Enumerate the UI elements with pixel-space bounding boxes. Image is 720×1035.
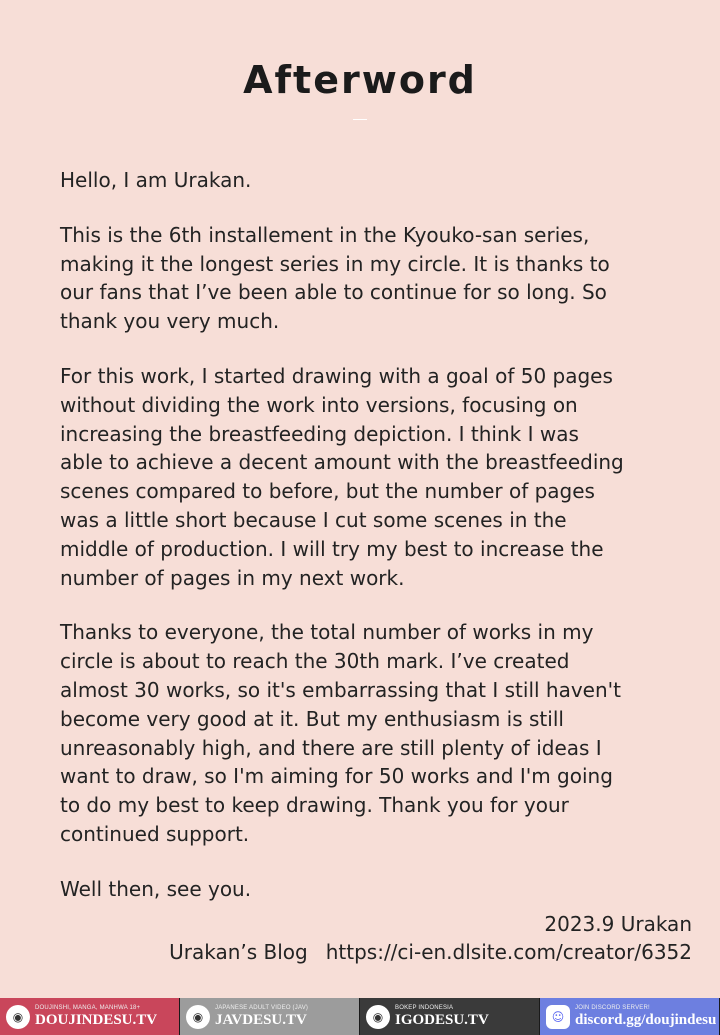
text-line: increasing the breastfeeding depiction. I think I was <box>60 421 579 446</box>
text-line: circle is about to reach the 30th mark. I’ve created <box>60 649 570 674</box>
banner-tagline: JAPANESE ADULT VIDEO (JAV) <box>215 1005 309 1011</box>
text-line: making it the longest series in my circle. It is thanks to <box>60 251 610 276</box>
text-line: Thanks to everyone, the total number of works in my <box>60 620 594 645</box>
text-line: to do my best to keep drawing. Thank you for your <box>60 793 569 818</box>
banner-tagline: JOIN DISCORD SERVER! <box>575 1005 650 1011</box>
text-line: middle of production. I will try my best to increase the <box>60 536 604 561</box>
text-line: want to draw, so I'm aiming for 50 works and I'm going <box>60 764 613 789</box>
text-line: Well then, see you. <box>60 876 252 901</box>
banner-site: JAVDESU.TV <box>215 1012 307 1028</box>
panda-icon: ◉ <box>186 1005 210 1029</box>
text-line: For this work, I started drawing with a goal of 50 pages <box>60 363 613 388</box>
banner-site: discord.gg/doujindesu <box>575 1012 717 1028</box>
text-line: without dividing the work into versions, focusing on <box>60 392 578 417</box>
javdesu-banner[interactable] <box>180 998 360 1035</box>
text-line: number of pages in my next work. <box>60 565 405 590</box>
text-line: This is the 6th installement in the Kyouko-san series, <box>60 222 590 247</box>
afterword-body <box>60 166 690 930</box>
igodesu-banner[interactable] <box>360 998 540 1035</box>
paragraph-this-work <box>60 362 690 592</box>
panda-icon: ◉ <box>366 1005 390 1029</box>
page-title: Afterword <box>243 58 477 102</box>
text-line: our fans that I’ve been able to continue for so long. So <box>60 280 607 305</box>
text-line: Hello, I am Urakan. <box>60 168 252 192</box>
text-line: scenes compared to before, but the number of pages <box>60 479 595 504</box>
text-line: was a little short because I cut some scenes in the <box>60 507 567 532</box>
paragraph-farewell <box>60 875 690 904</box>
text-line: continued support. <box>60 821 250 846</box>
text-line: become very good at it. But my enthusiasm is still <box>60 706 564 731</box>
banner-tagline: BOKEP INDONESIA <box>395 1005 454 1011</box>
text-line: almost 30 works, so it's embarrassing that I still haven't <box>60 677 621 702</box>
title-underline <box>353 119 367 120</box>
footer-banner-strip <box>0 998 720 1035</box>
paragraph-series <box>60 221 690 336</box>
discord-icon: ☺ <box>546 1005 570 1029</box>
panda-icon: ◉ <box>6 1005 30 1029</box>
blog-label: Urakan’s Blog <box>169 940 308 964</box>
paragraph-greeting <box>60 166 690 195</box>
signature-block <box>169 910 692 966</box>
blog-url-link[interactable]: https://ci-en.dlsite.com/creator/6352 <box>325 940 692 964</box>
blog-line <box>169 938 692 966</box>
banner-site: DOUJINDESU.TV <box>35 1012 158 1028</box>
discord-banner[interactable] <box>540 998 720 1035</box>
doujindesu-banner[interactable] <box>0 998 180 1035</box>
banner-tagline: DOUJINSHI, MANGA, MANHWA 18+ <box>35 1005 141 1011</box>
text-line: thank you very much. <box>60 309 280 334</box>
banner-site: IGODESU.TV <box>395 1012 489 1028</box>
text-line: able to achieve a decent amount with the breastfeeding <box>60 450 624 475</box>
paragraph-thanks <box>60 618 690 848</box>
signature-date-author: 2023.9 Urakan <box>544 912 692 936</box>
text-line: unreasonably high, and there are still plenty of ideas I <box>60 735 602 760</box>
